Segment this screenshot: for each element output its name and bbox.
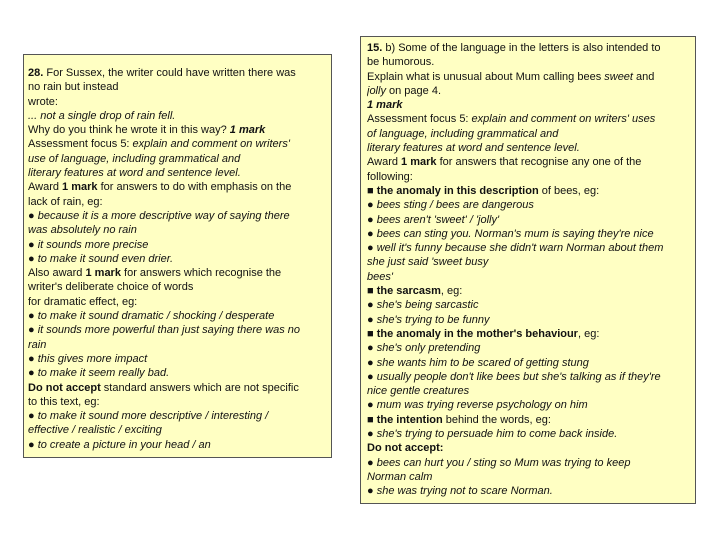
right-text-line [367, 313, 692, 327]
text-run: it sounds more powerful than just saying there was no [37, 324, 301, 337]
right-text-line [367, 155, 692, 169]
text-run: b) Some of the language in the letters is also intended to [382, 42, 661, 54]
text-run: she's trying to be funny [376, 313, 490, 326]
text-run: ● [367, 213, 377, 226]
text-run: rain [28, 338, 47, 351]
right-text-line [367, 327, 692, 341]
right-text-line [367, 241, 692, 255]
text-run: nice gentle creatures [367, 385, 470, 398]
text-run: ● [367, 313, 377, 326]
text-run: she's only pretending [376, 342, 481, 355]
text-run: ● [28, 367, 38, 380]
right-text-line [367, 70, 692, 84]
text-run: ● [367, 456, 377, 469]
text-run: Explain what is unusual about Mum calling bees [367, 70, 605, 83]
left-text-line [28, 395, 328, 409]
text-run: explain and comment on writers' uses [471, 113, 656, 126]
text-run: for dramatic effect, eg: [28, 295, 138, 308]
right-text-line [367, 356, 692, 370]
right-text-line [367, 170, 692, 184]
text-run: Award [367, 156, 402, 169]
right-text-line [367, 141, 692, 155]
right-text-line [367, 298, 692, 312]
text-run: ■ the anomaly in the mother's behaviour [367, 327, 578, 340]
text-run: to create a picture in your head / an [37, 438, 211, 451]
left-text-line [28, 195, 328, 209]
left-text-line [28, 309, 328, 323]
text-run: literary features at word and sentence level. [367, 142, 580, 155]
right-text-line [367, 112, 692, 126]
text-run: behind the words, eg: [442, 413, 551, 426]
text-run: writer's deliberate choice of words [28, 281, 194, 294]
text-run: jolly [367, 84, 386, 97]
text-run: 1 mark [85, 267, 121, 280]
text-run: she just said 'sweet busy [367, 256, 489, 269]
text-run: ● [367, 370, 377, 383]
text-run: ● [28, 209, 38, 222]
text-run: Why do you think he wrote it in this way? [28, 124, 230, 137]
left-text-line [28, 323, 328, 337]
text-run: 1 mark [229, 124, 266, 137]
mark-scheme-panel-q28 [23, 54, 332, 458]
text-run: and [633, 70, 655, 83]
right-text-line [367, 41, 692, 55]
right-text-line [367, 270, 692, 284]
text-run: ● [367, 428, 377, 441]
text-run: ■ the anomaly in this description [367, 184, 539, 197]
left-text-line [28, 238, 328, 252]
text-run: ● [28, 238, 38, 251]
text-run: of bees, eg: [538, 184, 600, 197]
text-run: Award [28, 181, 63, 194]
text-run: to make it seem really bad. [37, 367, 170, 380]
right-text-line [367, 127, 692, 141]
left-text-line [28, 123, 328, 137]
text-run: ● [28, 352, 38, 365]
text-run: ● [28, 410, 38, 423]
text-run: explain and comment on writers' [132, 138, 290, 151]
left-text-line [28, 280, 328, 294]
text-run: ... not a single drop of rain fell. [28, 109, 176, 122]
text-run: effective / realistic / exciting [28, 424, 162, 437]
mark-scheme-panel-q15b [360, 36, 696, 504]
text-run: to make it sound even drier. [37, 252, 174, 265]
right-text-line [367, 198, 692, 212]
text-run: ● [28, 310, 38, 323]
text-run: of language, including grammatical and [367, 127, 559, 140]
right-text-line [367, 456, 692, 470]
text-run: ● [28, 438, 38, 451]
text-run: for answers that recognise any one of the [436, 156, 642, 169]
left-text-line [28, 109, 328, 123]
left-text-line [28, 95, 328, 109]
text-run: be humorous. [367, 56, 435, 69]
text-run: For Sussex, the writer could have written there was [43, 67, 296, 79]
right-text-line [367, 227, 692, 241]
text-run: Assessment focus 5: [28, 138, 133, 151]
left-text-line [28, 266, 328, 280]
left-text-line [28, 366, 328, 380]
text-run: ● [367, 299, 377, 312]
text-run: usually people don't like bees but she's talking as if they're [376, 370, 661, 383]
text-run: lack of rain, eg: [28, 195, 103, 208]
text-run: 1 mark [367, 99, 403, 112]
text-run: ● [367, 227, 377, 240]
text-run: 15. [367, 42, 383, 54]
text-run: standard answers which are not specific [100, 381, 299, 394]
left-text-line [28, 438, 328, 452]
text-run: , eg: [440, 285, 463, 298]
right-text-line [367, 370, 692, 384]
text-run: , eg: [577, 327, 600, 340]
text-run: to make it sound more descriptive / interesting / [37, 410, 269, 423]
left-text-line [28, 409, 328, 423]
right-text-line [367, 384, 692, 398]
text-run: Do not accept: [367, 442, 444, 455]
text-run: ● [28, 324, 38, 337]
text-run: she wants him to be scared of getting stung [376, 356, 589, 369]
text-run: Also award [28, 267, 86, 280]
right-text-line [367, 184, 692, 198]
text-run: 1 mark [62, 181, 98, 194]
text-run: bees' [367, 270, 393, 283]
text-run: sweet [604, 70, 633, 83]
left-text-line [28, 180, 328, 194]
text-run: following: [367, 170, 413, 183]
text-run: bees can hurt you / sting so Mum was trying to keep [376, 456, 631, 469]
text-run: bees can sting you. Norman's mum is saying they're nice [376, 227, 654, 240]
text-run: ● [367, 485, 377, 498]
right-text-line [367, 470, 692, 484]
text-run: this gives more impact [37, 352, 148, 365]
right-text-line [367, 484, 692, 498]
left-text-line [28, 423, 328, 437]
text-run: Do not accept [28, 381, 101, 394]
text-run: no rain but instead [28, 81, 119, 94]
right-text-line [367, 341, 692, 355]
left-text-line [28, 152, 328, 166]
text-run: to make it sound dramatic / shocking / desperate [37, 310, 275, 323]
text-run: she was trying not to scare Norman. [376, 485, 553, 498]
text-run: mum was trying reverse psychology on him [376, 399, 588, 412]
left-text-line [28, 137, 328, 151]
right-text-line [367, 284, 692, 298]
right-text-line [367, 441, 692, 455]
text-run: Norman calm [367, 470, 433, 483]
left-text-line [28, 381, 328, 395]
right-text-line [367, 55, 692, 69]
left-text-line [28, 80, 328, 94]
right-text-line [367, 84, 692, 98]
text-run: Assessment focus 5: [367, 113, 472, 126]
text-run: 28. [28, 67, 44, 79]
text-run: ● [367, 199, 377, 212]
right-text-line [367, 413, 692, 427]
text-run: bees aren't 'sweet' / 'jolly' [376, 213, 500, 226]
right-text-line [367, 398, 692, 412]
text-run: she's trying to persuade him to come back inside. [376, 428, 618, 441]
text-run: because it is a more descriptive way of saying there [37, 209, 290, 222]
right-text-line [367, 213, 692, 227]
text-run: 1 mark [401, 156, 437, 169]
right-text-line [367, 427, 692, 441]
text-run: literary features at word and sentence level. [28, 167, 241, 180]
text-run: ● [367, 356, 377, 369]
left-text-line [28, 166, 328, 180]
left-text-line [28, 352, 328, 366]
left-text-line [28, 66, 328, 80]
left-text-line [28, 295, 328, 309]
text-run: was absolutely no rain [28, 224, 137, 237]
text-run: on page 4. [385, 84, 442, 97]
left-text-line [28, 252, 328, 266]
text-run: to this text, eg: [28, 395, 100, 408]
text-run: ● [367, 242, 377, 255]
left-text-line [28, 223, 328, 237]
left-text-line [28, 338, 328, 352]
text-run: ■ the sarcasm [367, 285, 441, 298]
text-run: wrote: [28, 95, 58, 108]
text-run: it sounds more precise [37, 238, 149, 251]
text-run: for answers which recognise the [120, 267, 282, 280]
right-text-line [367, 255, 692, 269]
text-run: well it's funny because she didn't warn Norman about them [376, 242, 664, 255]
text-run: bees sting / bees are dangerous [376, 199, 534, 212]
text-run: ● [367, 399, 377, 412]
text-run: ● [367, 342, 377, 355]
text-run: ■ the intention [367, 413, 443, 426]
text-run: she's being sarcastic [376, 299, 479, 312]
text-run: use of language, including grammatical and [28, 152, 241, 165]
left-text-line [28, 209, 328, 223]
text-run: for answers to do with emphasis on the [97, 181, 292, 194]
text-run: ● [28, 252, 38, 265]
right-text-line [367, 98, 692, 112]
